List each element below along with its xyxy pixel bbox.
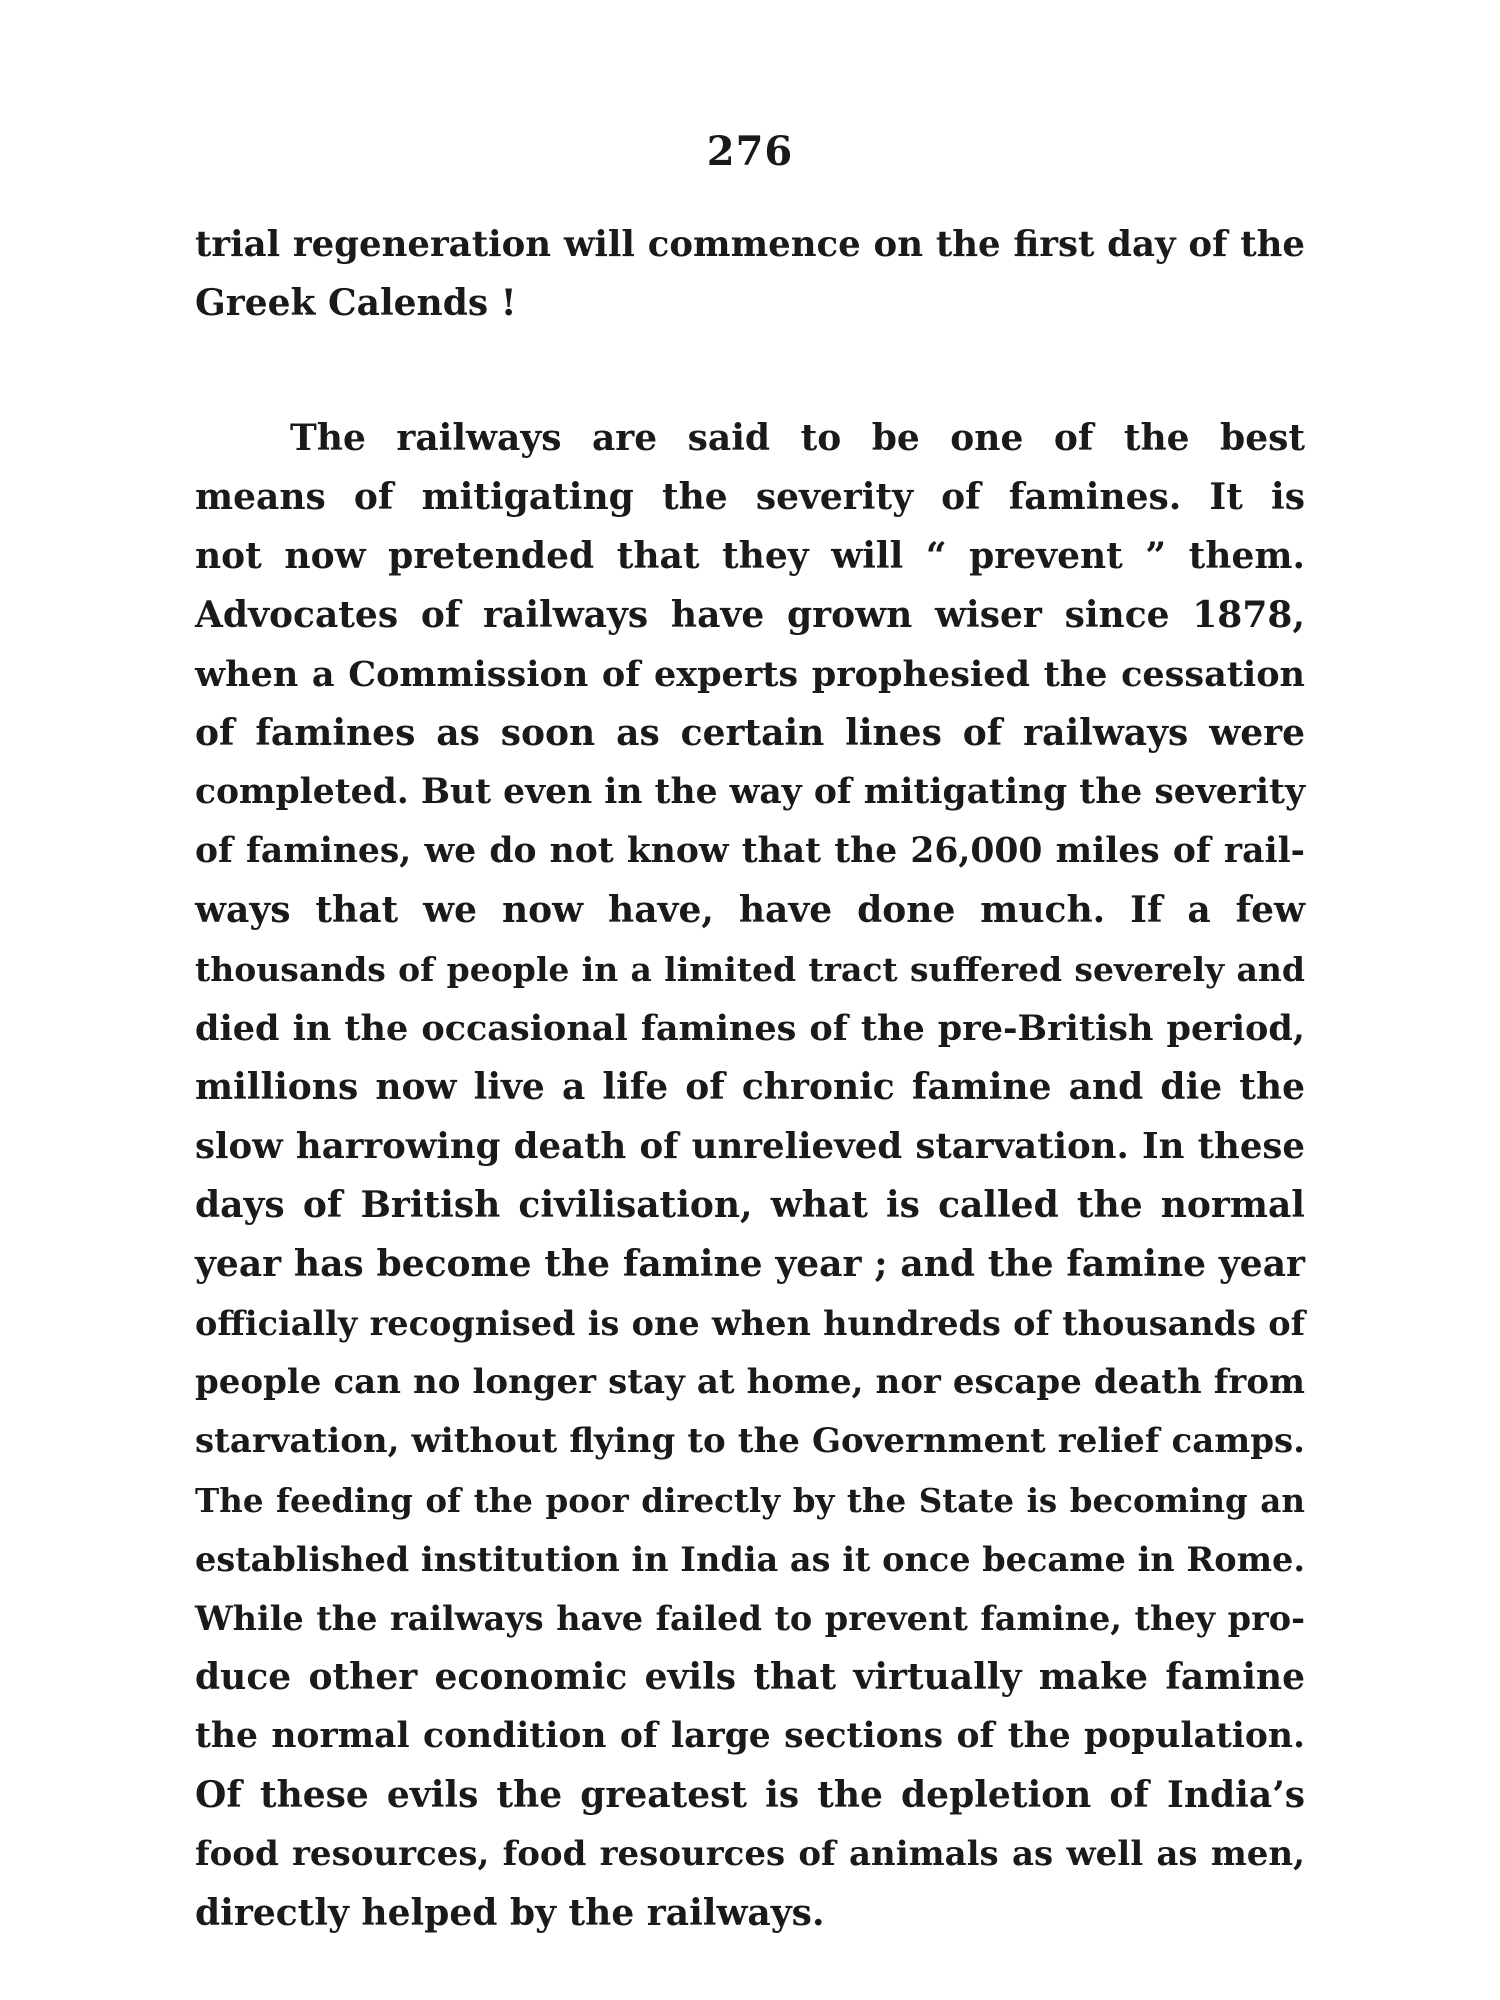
paragraph-gap	[195, 333, 1305, 409]
text-line: food resources, food resources of animals as well as men,	[195, 1834, 1305, 1874]
text-line: completed. But even in the way of mitigating the severity	[195, 772, 1305, 812]
text-line: thousands of people in a limited tract suffered severely and	[195, 950, 1305, 989]
text-line: directly helped by the railways.	[195, 1892, 825, 1934]
continuation-paragraph	[195, 215, 1305, 333]
text-line: when a Commission of experts prophesied the cessation	[195, 654, 1305, 695]
text-line: slow harrowing death of unrelieved starvation. In these	[195, 1126, 1305, 1167]
text-line: died in the occasional famines of the pre-British period,	[195, 1008, 1305, 1049]
text-line: the normal condition of large sections of the population.	[195, 1716, 1305, 1756]
text-line: not now pretended that they will “ prevent ” them.	[195, 535, 1305, 577]
text-line: year has become the famine year ; and the famine year	[195, 1243, 1305, 1285]
text-line: of famines, we do not know that the 26,000 miles of rail-	[195, 831, 1305, 871]
text-line: ways that we now have, have done much. If a few	[195, 889, 1305, 931]
text-line: days of British civilisation, what is called the normal	[195, 1184, 1305, 1226]
text-line: Greek Calends !	[195, 282, 517, 324]
body-text	[195, 215, 1305, 1943]
text-line: established institution in India as it once became in Rome.	[195, 1540, 1305, 1579]
text-line: duce other economic evils that virtually make famine	[195, 1656, 1305, 1698]
text-line: officially recognised is one when hundreds of thousands of	[195, 1304, 1305, 1343]
text-line: trial regeneration will commence on the first day of the	[195, 224, 1305, 265]
page-number: 276	[706, 128, 794, 175]
text-line: millions now live a life of chronic famine and die the	[195, 1066, 1305, 1108]
text-line: While the railways have failed to prevent famine, they pro-	[195, 1599, 1305, 1638]
main-paragraph	[195, 409, 1305, 1943]
text-line: The feeding of the poor directly by the State is becoming an	[195, 1481, 1305, 1520]
text-line: Advocates of railways have grown wiser since 1878,	[195, 594, 1305, 636]
text-line: Of these evils the greatest is the depletion of India’s	[195, 1774, 1305, 1816]
text-line: The railways are said to be one of the best	[290, 417, 1305, 459]
text-line: means of mitigating the severity of famines. It is	[195, 476, 1305, 518]
text-line: of famines as soon as certain lines of railways were	[195, 712, 1305, 754]
text-line: people can no longer stay at home, nor escape death from	[195, 1362, 1305, 1402]
text-line: starvation, without flying to the Government relief camps.	[195, 1421, 1305, 1461]
